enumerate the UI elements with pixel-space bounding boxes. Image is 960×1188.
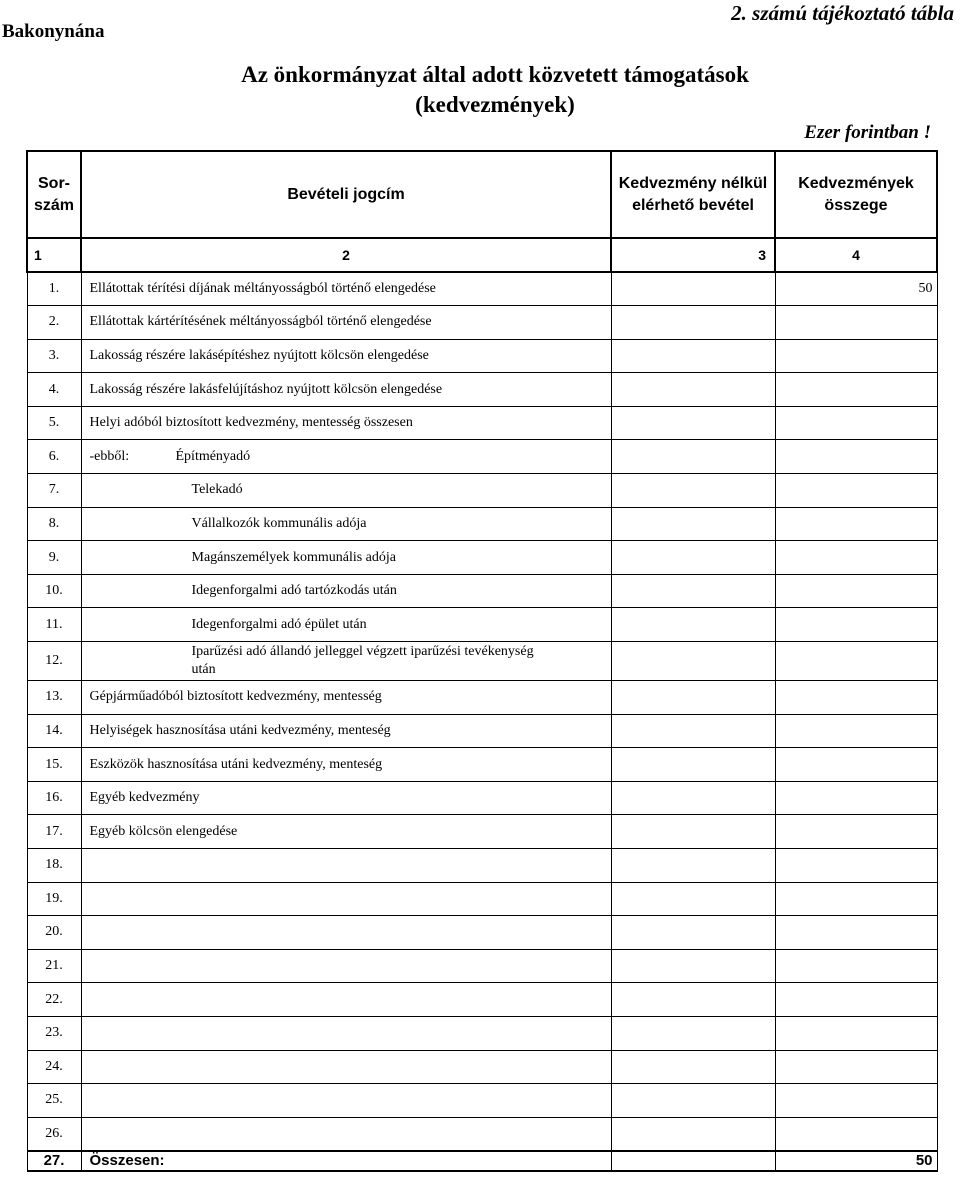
row-discount-value [775, 781, 937, 815]
row-label [81, 440, 611, 474]
header-row [27, 151, 937, 238]
row-number: 4. [27, 373, 81, 407]
document-reference: 2. számú tájékoztató tábla [731, 1, 954, 25]
table-row [27, 714, 937, 748]
support-table [26, 150, 938, 1172]
col-number: 4 [775, 238, 937, 272]
row-number: 14. [27, 714, 81, 748]
row-label-text: Egyéb kedvezmény [89, 790, 200, 806]
row-label [81, 1050, 611, 1084]
unit-note: Ezer forintban ! [804, 122, 931, 143]
row-base-value [611, 781, 775, 815]
table-row [27, 882, 937, 916]
table-row [27, 748, 937, 782]
row-base-value [611, 406, 775, 440]
row-discount-value [775, 748, 937, 782]
row-base-value [611, 949, 775, 983]
row-number: 5. [27, 406, 81, 440]
row-label-text: Lakosság részére lakásépítéshez nyújtott kölcsön elengedése [89, 347, 429, 363]
row-discount-value [775, 1084, 937, 1118]
row-number: 17. [27, 815, 81, 849]
row-discount-value [775, 373, 937, 407]
row-label-text: Gépjárműadóból biztosított kedvezmény, mentesség [89, 689, 382, 705]
row-number: 19. [27, 882, 81, 916]
table-row [27, 1084, 937, 1118]
row-label-text: Idegenforgalmi adó épület után [191, 616, 367, 632]
row-label [81, 983, 611, 1017]
table-row [27, 339, 937, 373]
table-row [27, 1050, 937, 1084]
column-number-row [27, 238, 937, 272]
table-row [27, 373, 937, 407]
row-label [81, 541, 611, 575]
row-label [81, 339, 611, 373]
row-discount-value [775, 474, 937, 508]
row-base-value [611, 714, 775, 748]
row-base-value [611, 1084, 775, 1118]
row-number: 12. [27, 642, 81, 681]
row-label [81, 681, 611, 715]
table-row [27, 849, 937, 883]
row-label-text: Helyi adóból biztosított kedvezmény, mentesség összesen [89, 415, 413, 431]
row-number: 15. [27, 748, 81, 782]
row-discount-value [775, 1016, 937, 1050]
row-label-text: Magánszemélyek kommunális adója [191, 549, 396, 565]
row-number: 16. [27, 781, 81, 815]
row-number: 26. [27, 1117, 81, 1151]
table-row [27, 272, 937, 306]
row-discount-value [775, 1117, 937, 1151]
row-label [81, 272, 611, 306]
row-label [81, 882, 611, 916]
row-label [81, 916, 611, 950]
table-row [27, 608, 937, 642]
total-base-value [611, 1151, 775, 1171]
row-discount-value [775, 1050, 937, 1084]
table-row [27, 815, 937, 849]
row-number: 9. [27, 541, 81, 575]
title-line-2: (kedvezmények) [415, 92, 575, 117]
row-number: 13. [27, 681, 81, 715]
row-base-value [611, 1117, 775, 1151]
col-header-title: Bevételi jogcím [81, 151, 611, 238]
title-line-1: Az önkormányzat által adott közvetett támogatások [241, 62, 749, 87]
col-header-rownum: Sor- szám [27, 151, 81, 238]
row-label-text: Helyiségek hasznosítása utáni kedvezmény, menteség [89, 722, 391, 738]
row-label [81, 306, 611, 340]
row-label-continuation: után [191, 662, 216, 678]
row-base-value [611, 882, 775, 916]
row-number: 6. [27, 440, 81, 474]
row-label [81, 748, 611, 782]
row-label [81, 781, 611, 815]
row-number: 20. [27, 916, 81, 950]
row-label [81, 373, 611, 407]
table-row [27, 507, 937, 541]
table-row [27, 406, 937, 440]
row-label [81, 507, 611, 541]
row-number: 3. [27, 339, 81, 373]
row-label [81, 608, 611, 642]
total-row [27, 1151, 937, 1171]
row-number: 2. [27, 306, 81, 340]
table-row [27, 949, 937, 983]
row-discount-value [775, 949, 937, 983]
row-label-text: Ellátottak kártérítésének méltányosságból történő elengedése [89, 314, 432, 330]
row-base-value [611, 574, 775, 608]
row-discount-value [775, 916, 937, 950]
table-row [27, 916, 937, 950]
total-label: Összesen: [81, 1151, 611, 1171]
row-label-text: Idegenforgalmi adó tartózkodás után [191, 583, 397, 599]
table-row [27, 574, 937, 608]
page-title [0, 60, 960, 120]
row-base-value [611, 983, 775, 1017]
row-discount-value [775, 440, 937, 474]
col-number: 2 [81, 238, 611, 272]
row-discount-value [775, 574, 937, 608]
row-label-text: Vállalkozók kommunális adója [191, 515, 367, 531]
row-number: 7. [27, 474, 81, 508]
table-row [27, 983, 937, 1017]
row-label [81, 949, 611, 983]
table-row [27, 781, 937, 815]
row-label-text: Iparűzési adó állandó jelleggel végzett iparűzési tevékenység [191, 644, 534, 660]
row-base-value [611, 373, 775, 407]
row-label [81, 406, 611, 440]
col-header-discount: Kedvezmények összege [775, 151, 937, 238]
row-base-value [611, 849, 775, 883]
row-base-value [611, 541, 775, 575]
row-number: 1. [27, 272, 81, 306]
row-base-value [611, 306, 775, 340]
row-discount-value: 50 [775, 272, 937, 306]
row-label-text: Ellátottak térítési díjának méltányosságból történő elengedése [89, 281, 436, 297]
row-discount-value [775, 714, 937, 748]
row-discount-value [775, 882, 937, 916]
row-label-text: Egyéb kölcsön elengedése [89, 823, 238, 839]
table-row [27, 1117, 937, 1151]
row-base-value [611, 608, 775, 642]
row-label [81, 714, 611, 748]
row-base-value [611, 440, 775, 474]
row-label [81, 474, 611, 508]
row-discount-value [775, 642, 937, 681]
table-row [27, 440, 937, 474]
row-discount-value [775, 681, 937, 715]
row-number: 18. [27, 849, 81, 883]
row-discount-value [775, 339, 937, 373]
row-number: 21. [27, 949, 81, 983]
row-base-value [611, 339, 775, 373]
row-number: 23. [27, 1016, 81, 1050]
table-row [27, 541, 937, 575]
total-discount-value: 50 [775, 1151, 937, 1171]
row-label [81, 574, 611, 608]
row-label [81, 642, 611, 681]
row-discount-value [775, 815, 937, 849]
row-number: 10. [27, 574, 81, 608]
row-discount-value [775, 608, 937, 642]
table-row [27, 474, 937, 508]
row-number: 8. [27, 507, 81, 541]
table-row [27, 681, 937, 715]
row-label [81, 815, 611, 849]
row-number: 25. [27, 1084, 81, 1118]
row-label-text: Telekadó [191, 482, 243, 498]
row-discount-value [775, 983, 937, 1017]
row-label-text: Építményadó [175, 448, 251, 464]
row-label [81, 849, 611, 883]
row-base-value [611, 507, 775, 541]
col-number: 1 [27, 238, 81, 272]
row-base-value [611, 748, 775, 782]
row-number: 24. [27, 1050, 81, 1084]
row-label-text: Lakosság részére lakásfelújításhoz nyújtott kölcsön elengedése [89, 381, 443, 397]
row-number: 11. [27, 608, 81, 642]
row-base-value [611, 916, 775, 950]
col-number: 3 [611, 238, 775, 272]
row-base-value [611, 1016, 775, 1050]
table-row [27, 1016, 937, 1050]
row-base-value [611, 815, 775, 849]
table-row [27, 306, 937, 340]
row-base-value [611, 272, 775, 306]
row-base-value [611, 642, 775, 681]
row-discount-value [775, 541, 937, 575]
row-discount-value [775, 306, 937, 340]
row-discount-value [775, 406, 937, 440]
row-base-value [611, 681, 775, 715]
row-label [81, 1016, 611, 1050]
row-label [81, 1084, 611, 1118]
col-header-base: Kedvezmény nélkül elérhető bevétel [611, 151, 775, 238]
row-base-value [611, 1050, 775, 1084]
total-rownum: 27. [27, 1151, 81, 1171]
row-discount-value [775, 507, 937, 541]
row-label-text: Eszközök hasznosítása utáni kedvezmény, menteség [89, 756, 383, 772]
row-number: 22. [27, 983, 81, 1017]
row-discount-value [775, 849, 937, 883]
organization-name: Bakonynána [2, 21, 105, 42]
row-label [81, 1117, 611, 1151]
row-base-value [611, 474, 775, 508]
row-label-lead: -ebből: [89, 448, 130, 464]
table-row [27, 642, 937, 681]
